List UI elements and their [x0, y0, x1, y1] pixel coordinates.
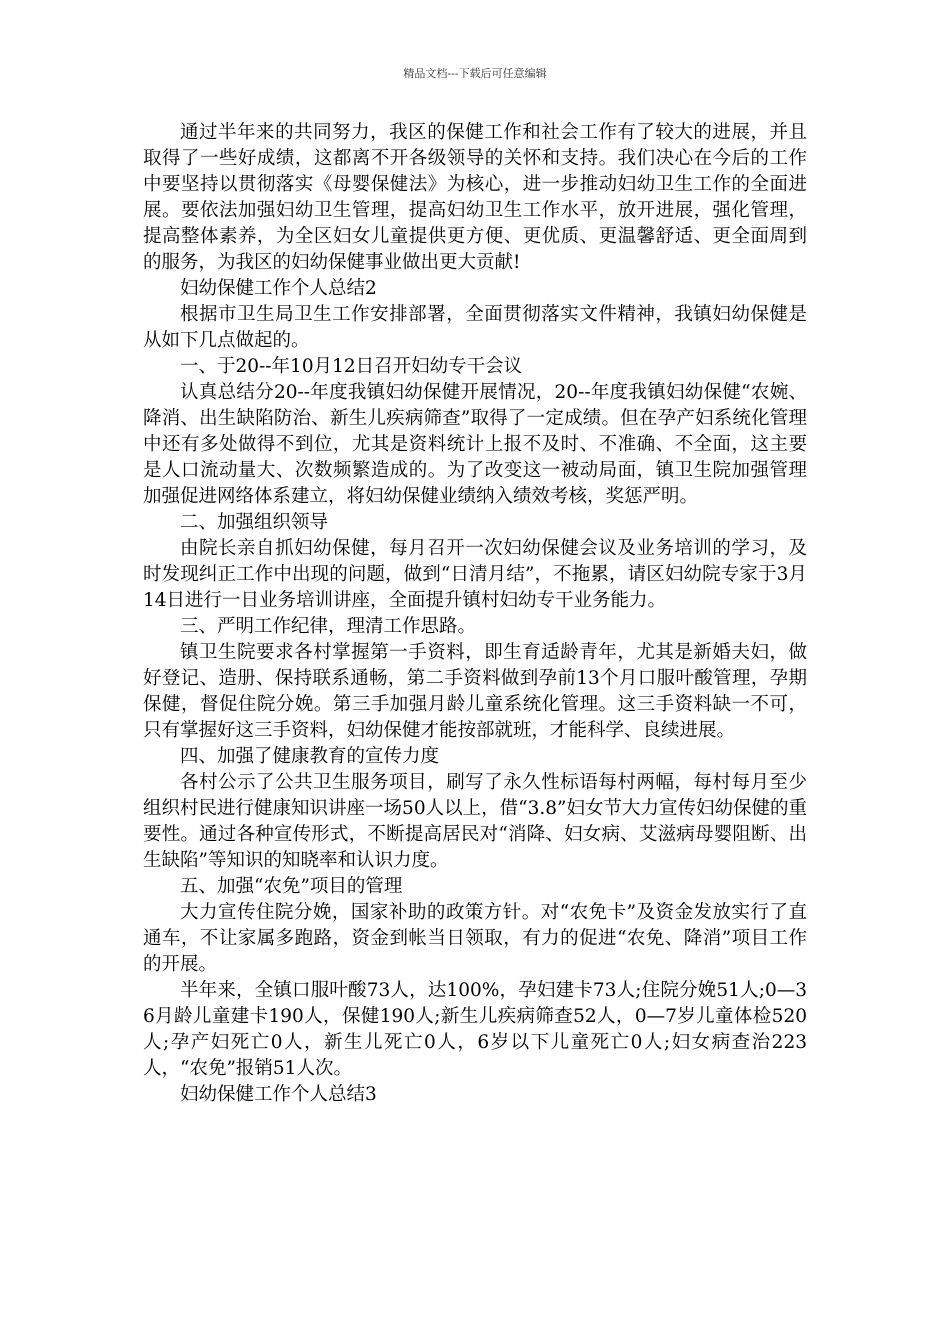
heading-point-1: 一、于20--年10月12日召开妇幼专干会议 — [180, 356, 523, 377]
section-title-summary-3: 妇幼保健工作个人总结3 — [180, 1084, 377, 1105]
paragraph-statistics: 半年来，全镇口服叶酸73人，达100%，孕妇建卡73人;住院分娩51人;0—36月龄儿童建卡190人，保健190人;新生儿疾病筛查52人，0—7岁儿童体检520人;孕产妇死亡0人，新生儿死亡0人，6岁以下儿童死亡0人;妇女病查治223人，“农免”报销51人次。 — [143, 980, 807, 1079]
paragraph-point-3: 镇卫生院要求各村掌握第一手资料，即生育适龄青年，尤其是新婚夫妇，做好登记、造册、保持联系通畅，第二手资料做到孕前13个月口服叶酸管理，孕期保健，督促住院分娩。第三手加强月龄儿童系统化管理。这三手资料缺一不可，只有掌握好这三手资料，妇幼保健才能按部就班，才能科学、良续进展。 — [143, 642, 807, 741]
page-header: 精品文档---下载后可任意编辑 — [403, 67, 547, 80]
document-body — [143, 120, 807, 1108]
heading-point-4: 四、加强了健康教育的宣传力度 — [180, 746, 440, 767]
paragraph-point-1: 认真总结分20--年度我镇妇幼保健开展情况，20--年度我镇妇幼保健“农婉、降消、出生缺陷防治、新生儿疾病筛查”取得了一定成绩。但在孕产妇系统化管理中还有多处做得不到位，尤其是资料统计上报不及时、不准确、不全面，这主要是人口流动量大、次数频繁造成的。为了改变这一被动局面，镇卫生院加强管理加强促进网络体系建立，将妇幼保健业绩纳入绩效考核，奖惩严明。 — [143, 382, 807, 507]
paragraph-point-5: 大力宣传住院分娩，国家补助的政策方针。对“农免卡”及资金发放实行了直通车，不让家属多跑路，资金到帐当日领取，有力的促进“农免、降消”项目工作的开展。 — [143, 902, 807, 975]
heading-point-2: 二、加强组织领导 — [180, 512, 329, 533]
section-title-summary-2: 妇幼保健工作个人总结2 — [180, 278, 377, 299]
heading-point-3: 三、严明工作纪律，理清工作思路。 — [180, 616, 477, 637]
paragraph-overview: 根据市卫生局卫生工作安排部署，全面贯彻落实文件精神，我镇妇幼保健是从如下几点做起的。 — [143, 304, 807, 351]
paragraph-intro-conclusion: 通过半年来的共同努力，我区的保健工作和社会工作有了较大的进展，并且取得了一些好成绩，这都离不开各级领导的关怀和支持。我们决心在今后的工作中要坚持以贯彻落实《母婴保健法》为核心，进一步推动妇幼卫生工作的全面进展。要依法加强妇幼卫生管理，提高妇幼卫生工作水平，放开进展，强化管理，提高整体素养，为全区妇女儿童提供更方便、更优质、更温馨舒适、更全面周到的服务，为我区的妇幼保健事业做出更大贡献! — [143, 122, 807, 273]
paragraph-point-2: 由院长亲自抓妇幼保健，每月召开一次妇幼保健会议及业务培训的学习，及时发现纠正工作中出现的问题，做到“日清月结”，不拖累，请区妇幼院专家于3月14日进行一日业务培训讲座，全面提升镇村妇幼专干业务能力。 — [143, 538, 807, 611]
heading-point-5: 五、加强“农免”项目的管理 — [180, 876, 403, 897]
paragraph-point-4: 各村公示了公共卫生服务项目，刷写了永久性标语每村两幅，每村每月至少组织村民进行健康知识讲座一场50人以上，借“3.8”妇女节大力宣传妇幼保健的重要性。通过各种宣传形式，不断提高居民对“消降、妇女病、艾滋病母婴阻断、出生缺陷”等知识的知晓率和认识力度。 — [143, 772, 807, 871]
